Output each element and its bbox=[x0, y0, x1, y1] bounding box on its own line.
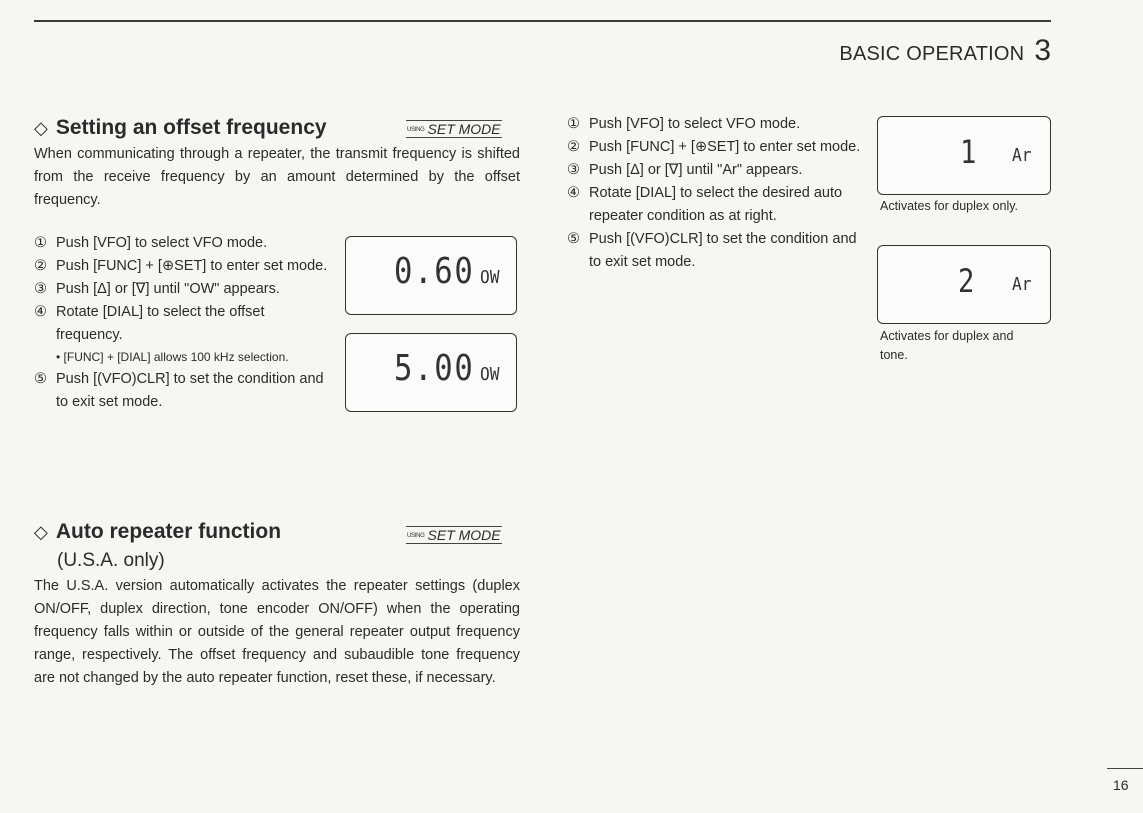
diamond-icon: ◇ bbox=[34, 522, 48, 542]
step-note: • [FUNC] + [DIAL] allows 100 kHz selection. bbox=[56, 350, 289, 364]
lcd-display-auto-2: 2 Ar bbox=[877, 245, 1051, 324]
auto-section-heading bbox=[34, 520, 281, 544]
lcd-display-offset-1: 0.60 OW bbox=[345, 236, 517, 315]
diamond-icon: ◇ bbox=[34, 118, 48, 138]
step: ③ Push [Δ] or [∇] until "Ar" appears. bbox=[567, 162, 803, 178]
set-mode-tag: USING SET MODE bbox=[407, 527, 501, 543]
step: ② Push [FUNC] + [⊕SET] to enter set mode. bbox=[34, 258, 328, 274]
step: ② Push [FUNC] + [⊕SET] to enter set mode. bbox=[567, 139, 861, 155]
caption-duplex-only: Activates for duplex only. bbox=[880, 199, 1019, 213]
step: ① Push [VFO] to select VFO mode. bbox=[34, 235, 268, 251]
step: ⑤ Push [(VFO)CLR] to set the condition and to exit set mode. bbox=[567, 231, 857, 270]
chapter-title: BASIC OPERATION bbox=[839, 43, 1025, 65]
auto-section-title: Auto repeater function bbox=[55, 520, 282, 543]
chapter-number: 3 bbox=[1034, 34, 1051, 67]
top-rule bbox=[34, 20, 1051, 22]
auto-steps bbox=[567, 113, 867, 274]
step: ① Push [VFO] to select VFO mode. bbox=[567, 116, 801, 132]
step: ④ Rotate [DIAL] to select the offset frequency. bbox=[34, 304, 265, 343]
caption-duplex-and-tone: Activates for duplex and tone. bbox=[880, 329, 1014, 362]
chapter-header bbox=[839, 34, 1051, 68]
offset-section-title: Setting an offset frequency bbox=[55, 116, 327, 139]
auto-body: The U.S.A. version automatically activates the repeater settings (duplex ON/OFF, duplex direction, tone encoder ON/OFF) when the operating frequency falls within or outside of the general repeater output frequency range, respectively. The offset frequency and subaudible tone frequency are not changed by the auto repeater function, reset these, if necessary. bbox=[34, 578, 520, 686]
step: ⑤ Push [(VFO)CLR] to set the condition and to exit set mode. bbox=[34, 371, 324, 410]
offset-intro: When communicating through a repeater, the transmit frequency is shifted from the receive frequency by an amount determined by the offset frequency. bbox=[34, 146, 520, 208]
offset-steps bbox=[34, 232, 334, 414]
set-mode-tag: USING SET MODE bbox=[407, 121, 501, 137]
lcd-display-auto-1: 1 Ar bbox=[877, 116, 1051, 195]
lcd-display-offset-2: 5.00 OW bbox=[345, 333, 517, 412]
step: ④ Rotate [DIAL] to select the desired auto repeater condition as at right. bbox=[567, 185, 843, 224]
step: ③ Push [Δ] or [∇] until "OW" appears. bbox=[34, 281, 280, 297]
offset-section-heading bbox=[34, 116, 327, 140]
page-number: 16 bbox=[1107, 768, 1143, 793]
auto-section-subtitle: (U.S.A. only) bbox=[57, 550, 165, 571]
